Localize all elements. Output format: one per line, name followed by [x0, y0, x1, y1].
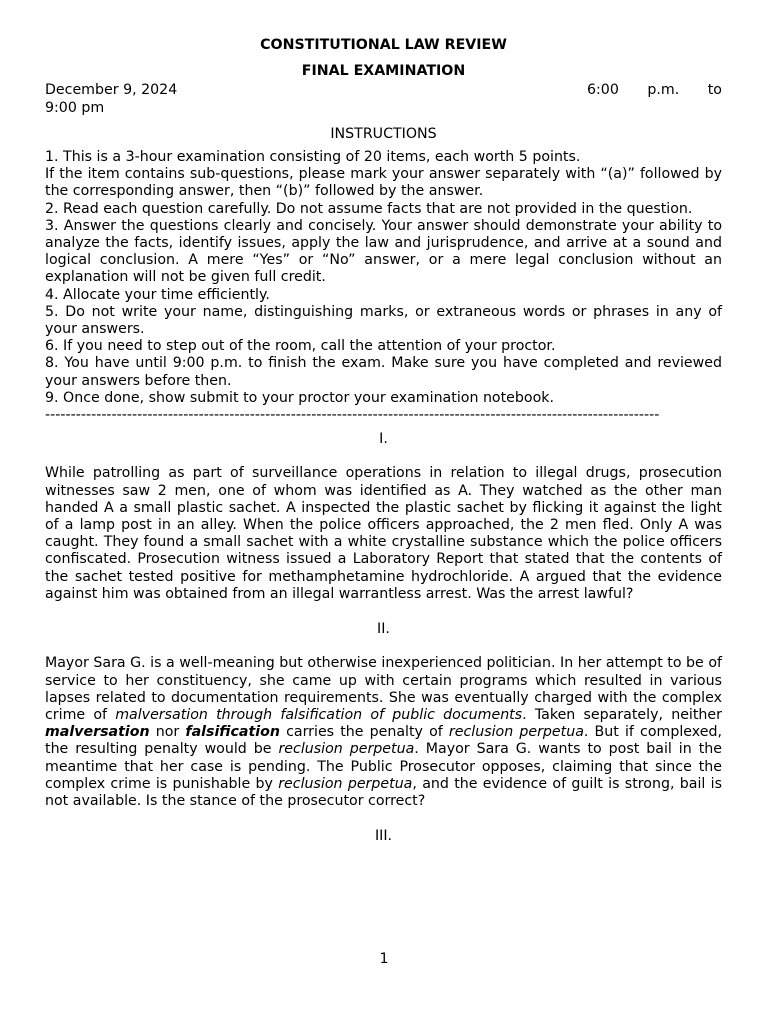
crime-term-bold: malversation: [45, 724, 150, 741]
exam-date: December 9, 2024: [45, 82, 178, 99]
question-text-segment: carries the penalty of: [279, 724, 449, 741]
question-text: While patrolling as part of surveillance operations in relation to illegal drugs, prosecution witnesses saw 2 men, one of whom was identified as A. They watched as the other man handed A a small plastic sachet. A inspected the plastic sachet by flicking it against the light of a lamp post in an alley. When the police officers approached, the 2 men fled. Only A was caught. They found a small sachet with a white crystalline substance which the police officers confiscated. Prosecution witness issued a Laboratory Report that stated that the contents of the sachet tested positive for methamphetamine hydrochloride. A argued that the evidence against him was obtained from an illegal warrantless arrest. Was the arrest lawful?: [45, 465, 722, 602]
instruction-item: 1. This is a 3-hour examination consisting of 20 items, each worth 5 points.: [45, 149, 581, 166]
question-number: I.: [379, 431, 388, 448]
crime-name-italic: malversation through falsification of public documents: [115, 706, 523, 723]
exam-page: [45, 37, 722, 862]
question-text-segment: . Taken separately, neither: [522, 706, 722, 723]
penalty-italic: reclusion perpetua: [448, 724, 584, 741]
exam-time-end: 9:00 pm: [45, 99, 105, 116]
instructions-list: [45, 149, 722, 407]
instruction-item: 9. Once done, show submit to your proctor your examination notebook.: [45, 389, 554, 406]
instruction-item: 8. You have until 9:00 p.m. to finish the exam. Make sure you have completed and reviewed your answers before then.: [45, 355, 722, 389]
instruction-item: If the item contains sub-questions, please mark your answer separately with “(a)” followed by the corresponding answer, then “(b)” followed by the answer.: [45, 166, 722, 200]
instruction-item: 6. If you need to step out of the room, call the attention of your proctor.: [45, 338, 556, 355]
question-text: [45, 655, 722, 810]
question-text-segment: , and the evidence of guilt is strong, bail is not available. Is the stance of the prosecutor correct?: [45, 775, 722, 809]
penalty-italic: reclusion perpetua: [278, 741, 415, 758]
question-number: II.: [377, 621, 390, 638]
question-text-segment: Mayor Sara G. is a well-meaning but otherwise inexperienced politician. In her attempt to be of service to her constituency, she came up with certain programs which resulted in various lapses related to documentation requirements. She was eventually charged with the complex crime of: [45, 655, 722, 723]
date-time-row: [45, 82, 722, 99]
exam-time-start: [587, 82, 722, 99]
crime-term-bold: falsification: [185, 724, 280, 741]
instruction-item: 4. Allocate your time efficiently.: [45, 286, 270, 303]
question-number: III.: [374, 828, 393, 845]
instructions-heading: INSTRUCTIONS: [330, 125, 437, 142]
page-number: 1: [379, 951, 389, 967]
separator-line: ------------------------------------------------------------------------------------------------------------------------: [45, 407, 660, 424]
time-start-hour: 6:00: [587, 82, 619, 99]
instruction-item: 5. Do not write your name, distinguishing marks, or extraneous words or phrases in any of your answers.: [45, 303, 722, 338]
question-text-segment: . Mayor Sara G. wants to post bail in the meantime that her case is pending. The Public Prosecutor opposes, claiming that since the complex crime is punishable by: [45, 741, 722, 792]
course-title: CONSTITUTIONAL LAW REVIEW: [260, 37, 507, 53]
time-start-meridiem: p.m.: [647, 82, 680, 99]
instruction-item: 2. Read each question carefully. Do not assume facts that are not provided in the question.: [45, 200, 693, 217]
time-to: to: [707, 82, 722, 99]
exam-title: FINAL EXAMINATION: [301, 63, 466, 80]
question-text-segment: nor: [149, 724, 186, 741]
penalty-italic: reclusion perpetua: [278, 775, 413, 792]
instruction-item: 3. Answer the questions clearly and concisely. Your answer should demonstrate your ability to analyze the facts, identify issues, apply the law and jurisprudence, and arrive at a sound and logical conclusion. A mere “Yes” or “No” answer, or a mere legal conclusion without an explanation will not be given full credit.: [45, 217, 722, 286]
question-text-segment: . But if complexed, the resulting penalty would be: [45, 724, 722, 758]
